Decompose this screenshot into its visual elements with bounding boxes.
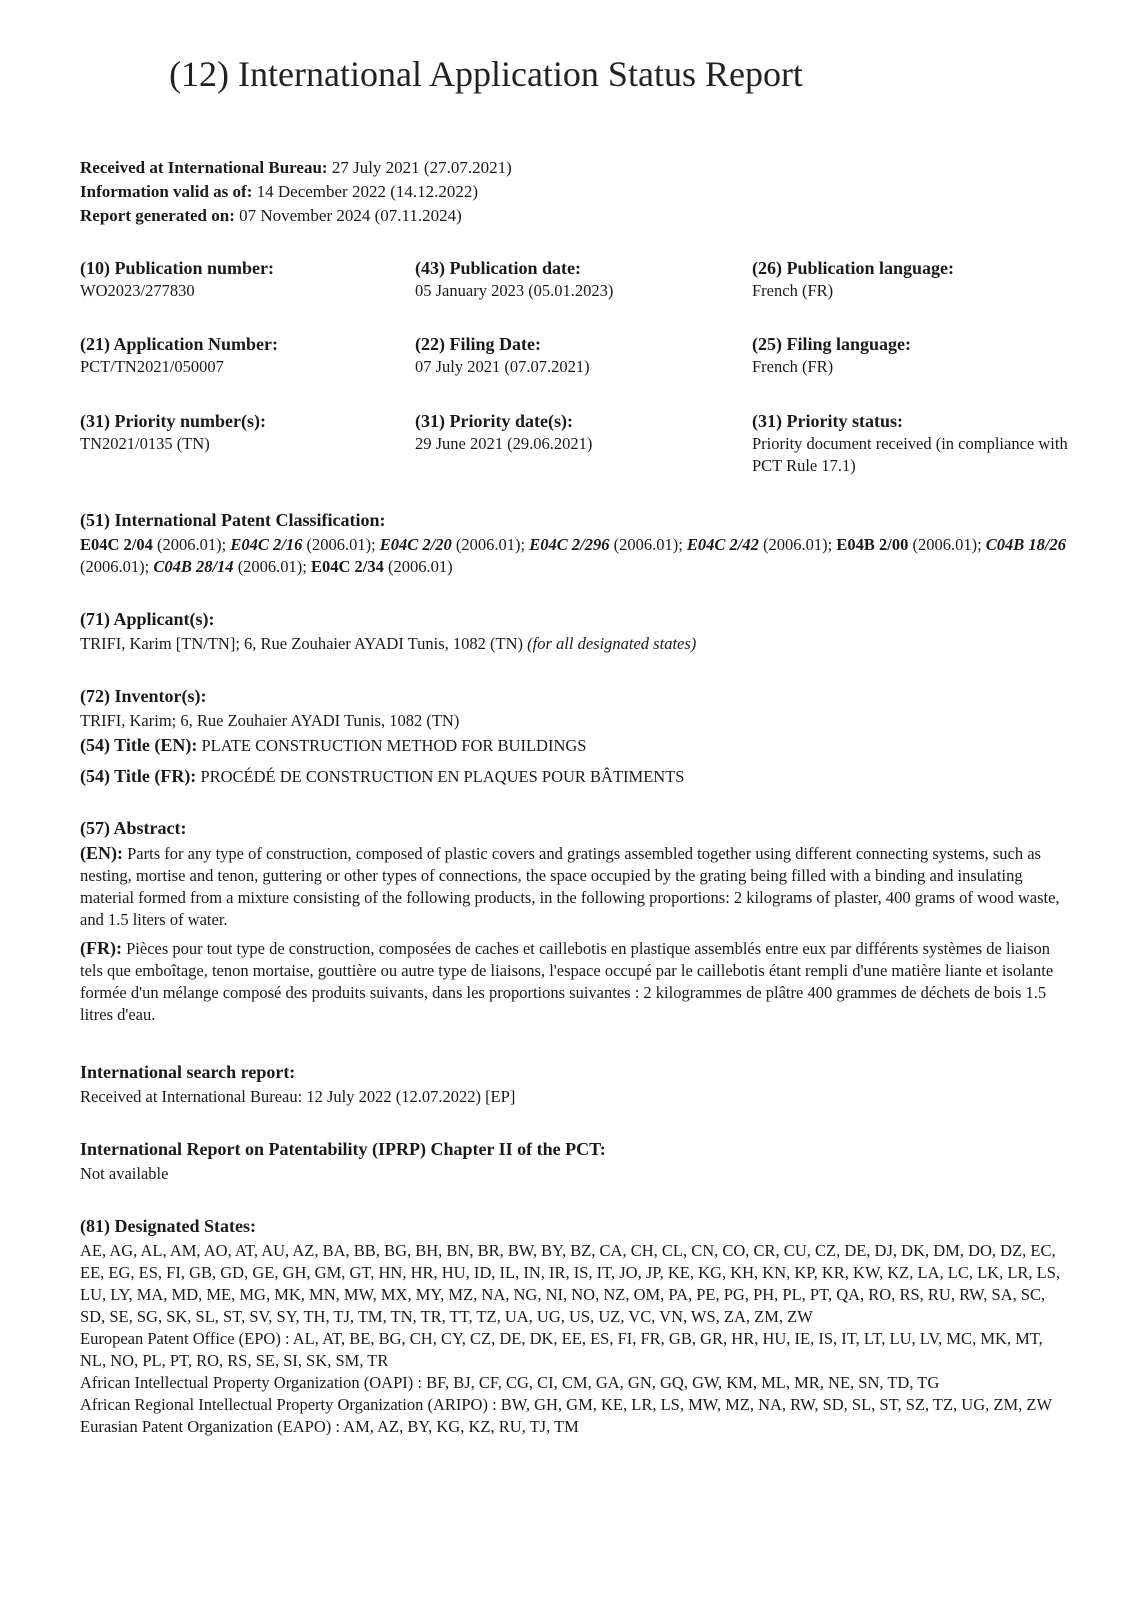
iprp-value: Not available: [80, 1164, 169, 1183]
abstract-fr: (FR): Pièces pour tout type de construction, composées de caches et caillebotis en plastique assemblés entre eux par différents systèmes de liaison tels que emboîtage, tenon mortaise, gouttière ou autre type de liaisons, l'espace occupé par le caillebotis étant rempli d'une matière liante et isolante formée d'un mélange composé des produits suivants, dans les proportions suivantes : 2 kilogrammes de plâtre 400 grammes de déchets de bois 1.5 litres d'eau.: [80, 938, 1054, 1024]
abstract-section: (57) Abstract: (EN): Parts for any type of construction, composed of plastic covers and gratings assembled together using different connecting systems, such as nesting, mortise and tenon, guttering or other types of connections, the space occupied by the grating being filled with a binding and insulating material formed from a mixture consisting of the following products, in the following proportions: 2 kilograms of plaster, 400 grams of wood waste, and 1.5 liters of water. (FR): Pièces pour tout type de construction, composées de caches et caillebotis en plastique assemblés entre eux par différents systèmes de liaison tels que emboîtage, tenon mortaise, gouttière ou autre type de liaisons, l'espace occupé par le caillebotis étant rempli d'une matière liante et isolante formée d'un mélange composé des produits suivants, dans les proportions suivantes : 2 kilogrammes de plâtre 400 grammes de déchets de bois 1.5 litres d'eau.: [80, 816, 1070, 1026]
ipc-version: (2006.01);: [908, 535, 986, 554]
ipc-code: C04B 28/14: [153, 557, 234, 576]
filing-date: (22) Filing Date: 07 July 2021 (07.07.2021): [415, 334, 590, 376]
designated-states-section: (81) Designated States: AE, AG, AL, AM, AO, AT, AU, AZ, BA, BB, BG, BH, BN, BR, BW, BY, BZ, CA, CH, CL, CN, CO, CR, CU, CZ, DE, DJ, DK, DM, DO, DZ, EC, EE, EG, ES, FI, GB, GD, GE, GH, GM, GT, HN, HR, HU, ID, IL, IN, IR, IS, IT, JO, JP, KE, KG, KH, KN, KP, KR, KW, KZ, LA, LC, LK, LR, LS, LU, LY, MA, MD, ME, MG, MK, MN, MW, MX, MY, MZ, NA, NG, NI, NO, NZ, OM, PA, PE, PG, PH, PL, PT, QA, RO, RS, RU, RW, SA, SC, SD, SE, SG, SK, SL, ST, SV, SY, TH, TJ, TM, TN, TR, TT, TZ, UA, UG, US, UZ, VC, VN, WS, ZA, ZM, ZW European Patent Office (EPO) : AL, AT, BE, BG, CH, CY, CZ, DE, DK, EE, ES, FI, FR, GB, GR, HR, HU, IE, IS, IT, LT, LU, LV, MC, MK, MT, NL, NO, PL, PT, RO, RS, SE, SI, SK, SM, TR African Intellectual Property Organization (OAPI) : BF, BJ, CF, CG, CI, CM, GA, GN, GQ, GW, KM, ML, MR, NE, SN, TD, TG African Regional Intellectual Property Organization (ARIPO) : BW, GH, GM, KE, LR, LS, MW, MZ, NA, RW, SD, SL, ST, SZ, TZ, UG, ZM, ZW Eurasian Patent Organization (EAPO) : AM, AZ, BY, KG, KZ, RU, TJ, TM: [80, 1214, 1070, 1438]
ipc-version: (2006.01);: [302, 535, 380, 554]
search-report-section: International search report: Received at International Bureau: 12 July 2022 (12.07.2022) [EP]: [80, 1060, 1070, 1108]
priority-number: (31) Priority number(s): TN2021/0135 (TN): [80, 411, 266, 453]
ipc-code: E04C 2/42: [686, 535, 759, 554]
ipc-version: (2006.01);: [609, 535, 687, 554]
publication-number: (10) Publication number: WO2023/277830: [80, 258, 275, 300]
application-number: (21) Application Number: PCT/TN2021/050007: [80, 334, 278, 376]
designated-eapo: Eurasian Patent Organization (EAPO) : AM, AZ, BY, KG, KZ, RU, TJ, TM: [80, 1417, 579, 1436]
ipc-version: (2006.01);: [758, 535, 837, 554]
report-meta: [80, 156, 512, 228]
search-report-value: Received at International Bureau: 12 July 2022 (12.07.2022) [EP]: [80, 1087, 516, 1106]
priority-status: (31) Priority status: Priority document received (in compliance with PCT Rule 17.1): [752, 411, 1068, 475]
meta-received: Received at International Bureau: 27 July 2021 (27.07.2021): [80, 158, 512, 177]
ipc-code: E04B 2/00: [836, 535, 909, 554]
ipc-code: E04C 2/296: [529, 535, 610, 554]
priority-date: (31) Priority date(s): 29 June 2021 (29.06.2021): [415, 411, 593, 453]
title-en: (54) Title (EN): PLATE CONSTRUCTION METHOD FOR BUILDINGS: [80, 735, 587, 755]
designated-national: AE, AG, AL, AM, AO, AT, AU, AZ, BA, BB, BG, BH, BN, BR, BW, BY, BZ, CA, CH, CL, CN, CO, CR, CU, CZ, DE, DJ, DK, DM, DO, DZ, EC, EE, EG, ES, FI, GB, GD, GE, GH, GM, GT, HN, HR, HU, ID, IL, IN, IR, IS, IT, JO, JP, KE, KG, KH, KN, KP, KR, KW, KZ, LA, LC, LK, LR, LS, LU, LY, MA, MD, ME, MG, MK, MN, MW, MX, MY, MZ, NA, NG, NI, NO, NZ, OM, PA, PE, PG, PH, PL, PT, QA, RO, RS, RU, RW, SA, SC, SD, SE, SG, SK, SL, ST, SV, SY, TH, TJ, TM, TN, TR, TT, TZ, UA, UG, US, UZ, VC, VN, WS, ZA, ZM, ZW: [80, 1241, 1061, 1326]
applicant-note: (for all designated states): [527, 634, 697, 653]
publication-language: (26) Publication language: French (FR): [752, 258, 955, 300]
ipc-code: E04C 2/34: [311, 557, 384, 576]
applicant-section: (71) Applicant(s): TRIFI, Karim [TN/TN]; 6, Rue Zouhaier AYADI Tunis, 1082 (TN) (for all designated states): [80, 607, 1070, 655]
meta-generated: Report generated on: 07 November 2024 (07.11.2024): [80, 206, 462, 225]
ipc-code: E04C 2/04: [80, 535, 153, 554]
ipc-version: (2006.01);: [451, 535, 530, 554]
abstract-en: (EN): Parts for any type of construction, composed of plastic covers and gratings assembled together using different connecting systems, such as nesting, mortise and tenon, guttering or other types of connections, the space occupied by the grating being filled with a binding and insulating material formed from a mixture consisting of the following products, in the following proportions: 2 kilograms of plaster, 400 grams of wood waste, and 1.5 liters of water.: [80, 843, 1060, 929]
ipc-code: C04B 18/26: [985, 535, 1067, 554]
ipc-version: (2006.01);: [80, 557, 154, 576]
ipc-code: E04C 2/16: [230, 535, 303, 554]
designated-oapi: African Intellectual Property Organization (OAPI) : BF, BJ, CF, CG, CI, CM, GA, GN, GQ, GW, KM, ML, MR, NE, SN, TD, TG: [80, 1373, 940, 1392]
publication-date: (43) Publication date: 05 January 2023 (05.01.2023): [415, 258, 614, 300]
filing-language: (25) Filing language: French (FR): [752, 334, 912, 376]
designated-epo: European Patent Office (EPO) : AL, AT, BE, BG, CH, CY, CZ, DE, DK, EE, ES, FI, FR, GB, GR, HR, HU, IE, IS, IT, LT, LU, LV, MC, MK, MT, NL, NO, PL, PT, RO, RS, SE, SI, SK, SM, TR: [80, 1329, 1043, 1370]
ipc-section: (51) International Patent Classification: E04C 2/04 (2006.01); E04C 2/16 (2006.01); E04C 2/20 (2006.01); E04C 2/296 (2006.01); E04C 2/42 (2006.01); E04B 2/00 (2006.01); C04B 18/26 (2006.01); C04B 28/14 (2006.01); E04C 2/34 (2006.01): [80, 508, 1070, 578]
title-fr: (54) Title (FR): PROCÉDÉ DE CONSTRUCTION EN PLAQUES POUR BÂTIMENTS: [80, 766, 685, 786]
applicant-value: TRIFI, Karim [TN/TN]; 6, Rue Zouhaier AYADI Tunis, 1082 (TN) (for all designated states): [80, 634, 697, 653]
ipc-version: (2006.01);: [233, 557, 312, 576]
page-title: (12) International Application Status Report: [169, 54, 803, 94]
meta-valid: Information valid as of: 14 December 2022 (14.12.2022): [80, 182, 479, 201]
ipc-version: (2006.01): [383, 557, 453, 576]
inventor-section: (72) Inventor(s): TRIFI, Karim; 6, Rue Zouhaier AYADI Tunis, 1082 (TN) (54) Title (EN): PLATE CONSTRUCTION METHOD FOR BUILDINGS (54) Title (FR): PROCÉDÉ DE CONSTRUCTION EN PLAQUES POUR BÂTIMENTS: [80, 684, 1070, 788]
ipc-code: E04C 2/20: [379, 535, 452, 554]
ipc-codes: [80, 534, 1070, 578]
iprp-section: International Report on Patentability (IPRP) Chapter II of the PCT: Not available: [80, 1137, 1070, 1185]
inventor-value: TRIFI, Karim; 6, Rue Zouhaier AYADI Tunis, 1082 (TN): [80, 711, 460, 730]
ipc-version: (2006.01);: [152, 535, 231, 554]
designated-aripo: African Regional Intellectual Property Organization (ARIPO) : BW, GH, GM, KE, LR, LS, MW, MZ, NA, RW, SD, SL, ST, SZ, TZ, UG, ZM, ZW: [80, 1395, 1053, 1414]
